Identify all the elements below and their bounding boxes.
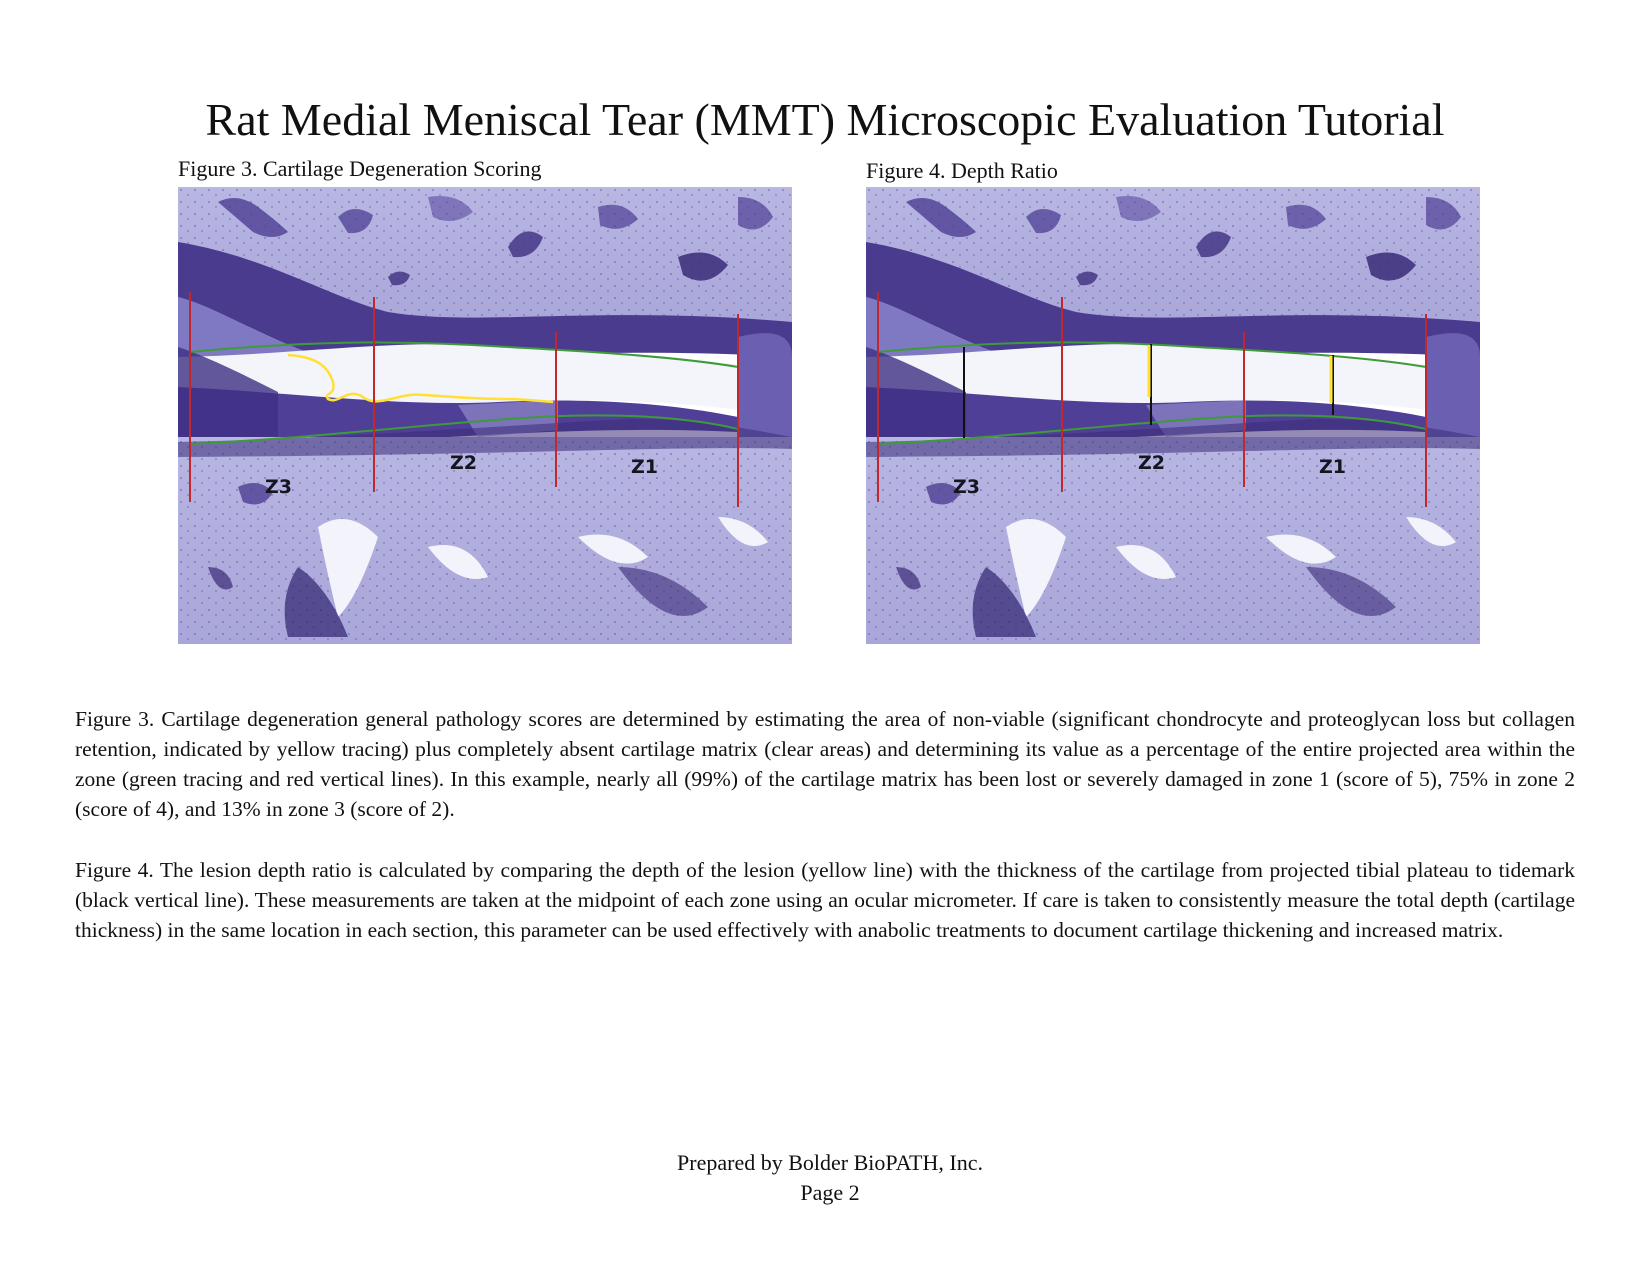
figure-3-caption: Figure 3. Cartilage Degeneration Scoring xyxy=(178,156,542,181)
page-title: Rat Medial Meniscal Tear (MMT) Microscopic Evaluation Tutorial xyxy=(205,94,1445,145)
figure-4-micrograph xyxy=(866,187,1480,644)
page-number: Page 2 xyxy=(800,1180,860,1205)
zone-label-z1: Z1 xyxy=(631,456,658,478)
prepared-by: Prepared by Bolder BioPATH, Inc. xyxy=(677,1150,983,1175)
zone-label-z1: Z1 xyxy=(1319,456,1346,478)
zone-label-z2: Z2 xyxy=(1138,452,1165,474)
zone-label-z3: Z3 xyxy=(265,476,292,498)
zone-label-z2: Z2 xyxy=(450,452,477,474)
figure-4-image xyxy=(866,187,1480,644)
figure-3-image xyxy=(178,187,792,644)
figure-4-caption: Figure 4. Depth Ratio xyxy=(866,158,1058,183)
figure-3-micrograph xyxy=(178,187,792,644)
figure-3-description: Figure 3. Cartilage degeneration general pathology scores are determined by estimating the area of non-viable (significant chondrocyte and proteoglycan loss but collagen retention, indicated by yellow tracing) plus completely absent cartilage matrix (clear areas) and determining its value as a percentage of the entire projected area within the zone (green tracing and red vertical lines). In this example, nearly all (99%) of the cartilage matrix has been lost or severely damaged in zone 1 (score of 5), 75% in zone 2 (score of 4), and 13% in zone 3 (score of 2). xyxy=(75,707,1575,821)
figure-4-description: Figure 4. The lesion depth ratio is calculated by comparing the depth of the lesion (yellow line) with the thickness of the cartilage from projected tibial plateau to tidemark (black vertical line). These measurements are taken at the midpoint of each zone using an ocular micrometer. If care is taken to consistently measure the total depth (cartilage thickness) in the same location in each section, this parameter can be used effectively with anabolic treatments to document cartilage thickening and increased matrix. xyxy=(75,858,1575,942)
zone-label-z3: Z3 xyxy=(953,476,980,498)
